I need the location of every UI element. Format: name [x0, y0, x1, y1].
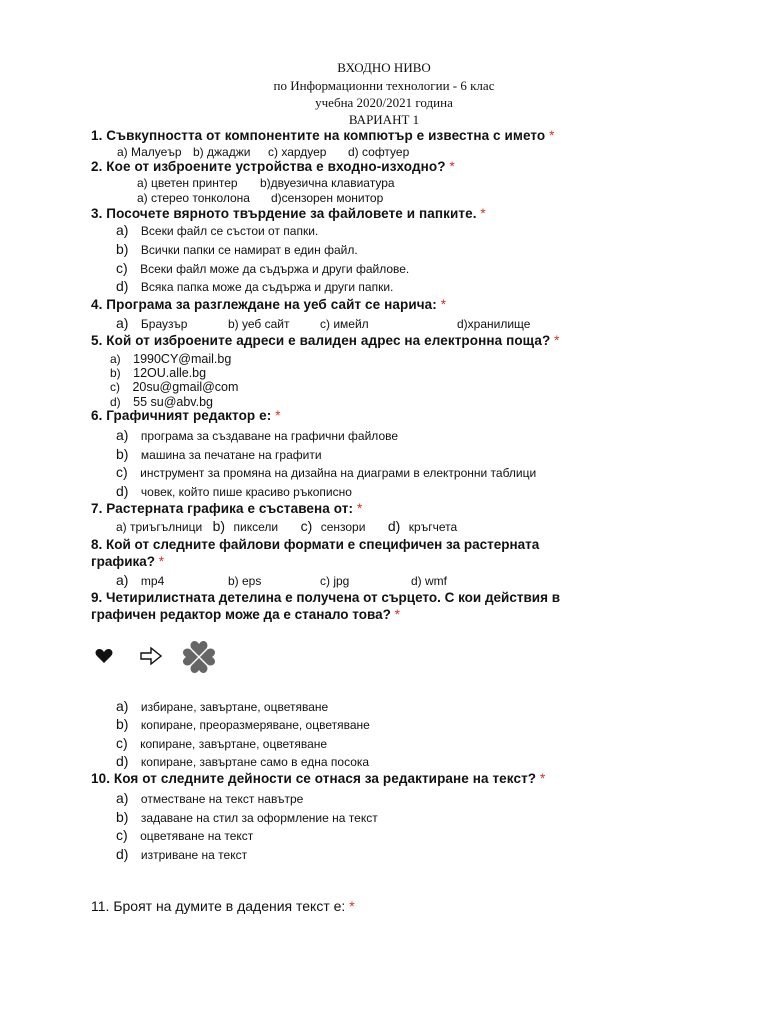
q2-option-b[interactable]: b)двуезична клавиатура — [260, 176, 395, 190]
option-text: избиране, завъртане, оцветяване — [140, 700, 329, 714]
required-mark: * — [554, 333, 560, 348]
option-label: a) — [116, 572, 129, 588]
q10-option-a[interactable] — [116, 790, 303, 808]
option-text: Всяка папка може да съдържа и други папки. — [140, 280, 394, 294]
option-label: c) — [300, 518, 313, 534]
question-8-text: графика? — [91, 554, 155, 569]
question-2 — [91, 159, 455, 174]
question-2-text: 2. Кое от изброените устройства е входно-изходно? — [91, 159, 446, 174]
required-mark: * — [440, 297, 447, 312]
option-text: Всички папки се намират в един файл. — [140, 243, 358, 257]
q2-option-c[interactable]: a) стерео тонколона — [137, 191, 250, 205]
q3-option-d[interactable] — [116, 278, 393, 296]
option-label: b) — [116, 809, 129, 825]
option-label: b) — [110, 366, 121, 380]
q1-option-c[interactable]: c) хардуер — [268, 145, 327, 159]
q2-option-a[interactable]: a) цветен принтер — [137, 176, 238, 190]
required-mark: * — [449, 159, 455, 174]
doc-variant: ВАРИАНТ 1 — [348, 112, 420, 127]
required-mark: * — [549, 128, 555, 143]
q4-option-c[interactable]: c) имейл — [320, 317, 369, 331]
option-text: 1990CY@mail.bg — [133, 352, 232, 366]
q4-option-d[interactable]: d)хранилище — [457, 317, 531, 331]
q8-option-a[interactable] — [116, 572, 164, 590]
option-text: Всеки файл може да съдържа и други файлове. — [140, 262, 410, 276]
question-4-text: 4. Програма за разглеждане на уеб сайт се нарича: — [91, 297, 437, 312]
option-text: инструмент за промяна на дизайна на диаграми в електронни таблици — [140, 466, 537, 480]
question-7-text: 7. Растерната графика е съставена от: — [91, 501, 354, 516]
doc-school-year: учебна 2020/2021 година — [315, 95, 453, 110]
option-text: mp4 — [140, 574, 165, 588]
option-text: човек, който пише красиво ръкописно — [140, 485, 352, 499]
question-3-text: 3. Посочете вярното твърдение за файловете и папките. — [91, 206, 477, 221]
question-5-text: 5. Кой от изброените адреси е валиден адрес на електронна поща? — [91, 333, 551, 348]
required-mark: * — [356, 501, 363, 516]
q7-option-d[interactable]: кръгчета — [408, 520, 458, 534]
doc-title: ВХОДНО НИВО — [337, 60, 431, 75]
question-10-text: 10. Коя от следните дейности се отнася за редактиране на текст? — [91, 771, 537, 786]
q1-option-d[interactable]: d) софтуер — [348, 145, 410, 159]
required-mark: * — [394, 607, 400, 622]
option-label: b) — [116, 446, 129, 462]
required-mark: * — [480, 206, 486, 221]
option-text: програма за създаване на графични файлове — [140, 429, 399, 443]
q6-option-c[interactable] — [116, 464, 536, 482]
question-4 — [91, 297, 446, 312]
question-3 — [91, 206, 486, 221]
option-text: оцветяване на текст — [140, 829, 254, 843]
q10-option-c[interactable] — [116, 827, 253, 845]
q8-option-d[interactable]: d) wmf — [411, 574, 447, 588]
question-9-line1: 9. Четирилистната детелина е получена от сърцето. С кои действия в — [91, 590, 560, 605]
option-text: изтриване на текст — [140, 848, 248, 862]
option-text: задаване на стил за оформление на текст — [140, 811, 378, 825]
option-label: b) — [212, 518, 226, 534]
option-label: d) — [110, 395, 121, 409]
question-11-text: 11. Броят на думите в дадения текст е: — [91, 898, 346, 914]
option-label: c) — [116, 464, 128, 480]
doc-subtitle: по Информационни технологии - 6 клас — [273, 78, 495, 93]
option-label: a) — [110, 352, 121, 366]
q3-option-a[interactable] — [116, 222, 318, 240]
option-label: a) — [116, 790, 129, 806]
q10-option-b[interactable] — [116, 809, 378, 827]
q9-option-a[interactable] — [116, 698, 328, 716]
question-8-line2 — [91, 554, 164, 569]
option-label: a) — [116, 222, 129, 238]
option-label: d) — [116, 278, 129, 294]
q10-option-d[interactable] — [116, 846, 247, 864]
required-mark: * — [539, 771, 546, 786]
question-5 — [91, 333, 560, 348]
q2-option-d[interactable]: d)сензорен монитор — [271, 191, 384, 205]
question-6-text: 6. Графичният редактор е: — [91, 408, 272, 423]
q3-option-c[interactable] — [116, 260, 409, 278]
option-label: a) — [116, 698, 129, 714]
question-6 — [91, 408, 281, 423]
option-label: c) — [116, 735, 128, 751]
q4-option-a[interactable] — [116, 315, 187, 333]
option-label: d) — [116, 846, 129, 862]
option-label: d) — [387, 518, 401, 534]
option-text: копиране, завъртане, оцветяване — [140, 737, 328, 751]
q8-option-c[interactable]: c) jpg — [320, 574, 350, 588]
option-text: копиране, преоразмеряване, оцветяване — [140, 718, 370, 732]
option-text: Всеки файл се състои от папки. — [140, 224, 319, 238]
question-7 — [91, 501, 362, 516]
q7-option-a[interactable]: a) триъгълници — [116, 520, 203, 534]
option-text: 55 su@abv.bg — [133, 395, 213, 409]
q4-option-b[interactable]: b) уеб сайт — [228, 317, 290, 331]
option-label: c) — [110, 380, 120, 394]
option-text: отместване на текст навътре — [140, 792, 304, 806]
q9-option-b[interactable] — [116, 716, 370, 734]
q8-option-b[interactable]: b) eps — [228, 574, 262, 588]
q3-option-b[interactable] — [116, 241, 358, 259]
q6-option-a[interactable] — [116, 427, 398, 445]
q1-option-a[interactable]: a) Малуеър — [117, 145, 182, 159]
question-11 — [91, 898, 355, 914]
question-8-line1: 8. Кой от следните файлови формати е специфичен за растерната — [91, 537, 540, 552]
q7-options-row — [116, 518, 457, 536]
q1-option-b[interactable]: b) джаджи — [193, 145, 251, 159]
required-mark: * — [349, 898, 355, 914]
question-1-text: 1. Съвкупността от компонентите на компютър е известна с името — [91, 128, 546, 143]
option-label: c) — [116, 260, 128, 276]
option-label: d) — [116, 753, 129, 769]
option-text: машина за печатане на графити — [140, 448, 322, 462]
q6-option-d[interactable] — [116, 483, 352, 501]
question-9-line2 — [91, 607, 400, 622]
q7-option-b[interactable]: пиксели — [233, 520, 279, 534]
option-label: b) — [116, 241, 129, 257]
heart-icon — [95, 648, 113, 664]
q9-option-d[interactable] — [116, 753, 369, 771]
option-text: 12OU.alle.bg — [133, 366, 207, 380]
question-9-text: графичен редактор може да е станало това? — [91, 607, 391, 622]
required-mark: * — [275, 408, 281, 423]
option-label: a) — [116, 315, 129, 331]
option-label: a) — [116, 427, 129, 443]
q7-option-c[interactable]: сензори — [320, 520, 366, 534]
option-text: Браузър — [140, 317, 188, 331]
question-1 — [91, 128, 555, 143]
required-mark: * — [158, 554, 165, 569]
option-label: d) — [116, 483, 129, 499]
q9-option-c[interactable] — [116, 735, 327, 753]
arrow-right-icon — [140, 647, 162, 665]
option-text: копиране, завъртане само в една посока — [140, 755, 370, 769]
option-label: b) — [116, 716, 129, 732]
q6-option-b[interactable] — [116, 446, 322, 464]
option-text: 20su@gmail@com — [132, 380, 239, 394]
question-10 — [91, 771, 545, 786]
clover-icon — [181, 639, 217, 675]
option-label: c) — [116, 827, 128, 843]
